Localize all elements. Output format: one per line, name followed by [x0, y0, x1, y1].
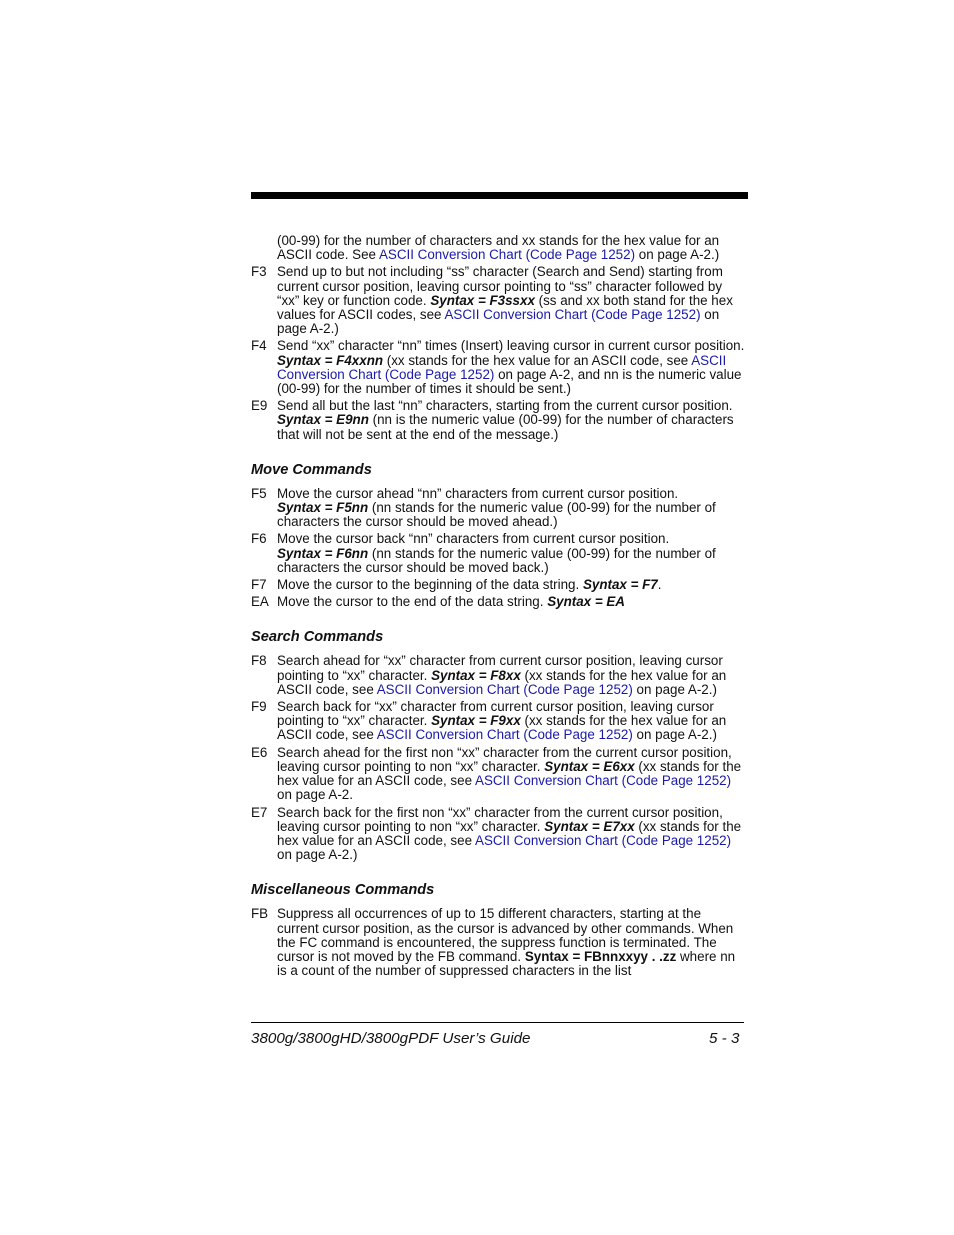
syntax-label: Syntax = FBnnxxyy . .zz	[524, 948, 677, 964]
syntax-label: Syntax = F5nn	[277, 500, 369, 516]
syntax-label: Syntax = F7	[582, 577, 658, 593]
command-item-f5	[251, 487, 746, 530]
syntax-label: Syntax = F9xx	[431, 713, 521, 729]
command-item-f8	[251, 654, 746, 697]
footer-rule	[251, 1022, 744, 1023]
command-text: on page A-2.	[277, 787, 353, 803]
command-item-f6	[251, 532, 746, 575]
intro-text: (00-99) for the number of characters and xx stands for the hex value for an ASCII code. See	[277, 233, 720, 263]
command-text: Search ahead for “xx” character from current cursor position, leaving cursor pointing to “xx” character.	[277, 653, 723, 683]
syntax-label: Syntax = E9nn	[277, 412, 369, 428]
command-text: Send all but the last “nn” characters, starting from the current cursor position.	[277, 398, 733, 414]
syntax-label: Syntax = F4xxnn	[277, 352, 384, 368]
command-text: Move the cursor ahead “nn” characters from current cursor position.	[277, 485, 679, 501]
page-body	[251, 234, 746, 981]
command-text: Search back for the first non “xx” character from the current cursor position, leaving cursor pointing to non “xx” character.	[277, 804, 723, 834]
command-text: Send “xx” character “nn” times (Insert) leaving cursor in current cursor position.	[277, 338, 745, 354]
command-code: F4	[251, 338, 267, 354]
intro-paragraph	[251, 234, 746, 262]
command-item-e9	[251, 399, 746, 442]
command-text: Move the cursor back “nn” characters from current cursor position.	[277, 531, 670, 547]
syntax-label: Syntax = F6nn	[277, 545, 369, 561]
command-item-f9	[251, 700, 746, 743]
command-text: Search back for “xx” character from current cursor position, leaving cursor pointing to “xx” character.	[277, 699, 714, 729]
intro-text-end: on page A-2.)	[635, 247, 720, 263]
command-code: F6	[251, 531, 267, 547]
command-code: E7	[251, 804, 268, 820]
command-text: (xx stands for the hex value for an ASCII code, see	[277, 713, 727, 743]
command-item-f7	[251, 578, 746, 592]
ascii-chart-link[interactable]: ASCII Conversion Chart (Code Page 1252)	[376, 681, 633, 697]
command-text: where nn is a count of the number of suppressed characters in the list	[277, 948, 736, 979]
command-text: on page A-2, and nn is the numeric value (00-99) for the number of times it should be sent.)	[277, 366, 742, 397]
command-text: (xx stands for the hex value for an ASCII code, see	[383, 352, 692, 368]
command-item-fb	[251, 907, 746, 978]
command-code: F9	[251, 699, 267, 715]
command-text: on page A-2.)	[277, 307, 720, 337]
command-text: Move the cursor to the end of the data string.	[277, 594, 548, 610]
command-text: (ss and xx both stand for the hex values for ASCII codes, see	[277, 292, 733, 323]
syntax-label: Syntax = F8xx	[431, 667, 521, 683]
command-code: F8	[251, 653, 267, 669]
command-text: on page A-2.)	[632, 681, 717, 697]
syntax-label: Syntax = E7xx	[544, 818, 635, 834]
command-code: E6	[251, 744, 268, 760]
syntax-label: Syntax = F3ssxx	[430, 292, 535, 308]
command-text: (nn stands for the numeric value (00-99) for the number of characters the cursor should be moved ahead.)	[277, 500, 716, 530]
search-commands-heading: Search Commands	[251, 629, 384, 646]
ascii-chart-link[interactable]: ASCII Conversion Chart (Code Page 1252)	[475, 773, 732, 789]
command-text: (nn is the numeric value (00-99) for the number of characters that will not be sent at the end of the message.)	[277, 412, 734, 442]
command-text: Send up to but not including “ss” character (Search and Send) starting from current cursor position, leaving cursor pointing to “ss” character followed by “xx” key or function code.	[277, 264, 723, 308]
command-code: F3	[251, 264, 267, 280]
command-item-e7	[251, 806, 746, 863]
syntax-label: Syntax = E6xx	[544, 758, 635, 774]
syntax-label: Syntax = EA	[547, 594, 625, 610]
misc-commands-heading: Miscellaneous Commands	[251, 882, 435, 899]
ascii-chart-link[interactable]: ASCII Conversion Chart (Code Page 1252)	[378, 247, 636, 263]
header-rule	[251, 192, 748, 199]
command-text: (xx stands for the hex value for an ASCII code, see	[277, 818, 742, 848]
command-text: (nn stands for the numeric value (00-99) for the number of characters the cursor should be moved back.)	[277, 545, 716, 575]
command-item-e6	[251, 746, 746, 803]
command-item-ea	[251, 595, 746, 609]
command-code: F7	[251, 577, 267, 593]
command-text: on page A-2.)	[632, 727, 717, 743]
command-text: on page A-2.)	[277, 847, 358, 863]
ascii-chart-link[interactable]: ASCII Conversion Chart (Code Page 1252)	[444, 307, 701, 323]
command-text: Search ahead for the first non “xx” character from the current cursor position, leaving cursor pointing to non “xx” character.	[277, 744, 732, 774]
command-code: FB	[251, 906, 269, 922]
command-code: F5	[251, 485, 267, 501]
ascii-chart-link[interactable]: ASCII Conversion Chart (Code Page 1252)	[376, 727, 633, 743]
ascii-chart-link[interactable]: ASCII Conversion Chart (Code Page 1252)	[475, 832, 732, 848]
command-text: Suppress all occurrences of up to 15 different characters, starting at the current cursor position, as the cursor is advanced by other commands. When the FC command is encountered, the suppress function is terminated. The cursor is not moved by the FB command.	[277, 906, 734, 964]
move-commands-heading: Move Commands	[251, 461, 372, 478]
command-code: EA	[251, 594, 269, 610]
command-code: E9	[251, 398, 268, 414]
command-text: Move the cursor to the beginning of the data string.	[277, 577, 583, 593]
command-text: (xx stands for the hex value for an ASCII code, see	[277, 667, 727, 697]
footer-guide-title: 3800g/3800gHD/3800gPDF User’s Guide	[251, 1030, 531, 1047]
ascii-chart-link[interactable]: ASCII Conversion Chart (Code Page 1252)	[277, 352, 727, 382]
command-item-f3	[251, 265, 746, 336]
command-item-f4	[251, 339, 746, 396]
command-text: .	[657, 577, 662, 593]
command-text: (xx stands for the hex value for an ASCII code, see	[277, 758, 742, 789]
page-number: 5 - 3	[709, 1030, 740, 1047]
